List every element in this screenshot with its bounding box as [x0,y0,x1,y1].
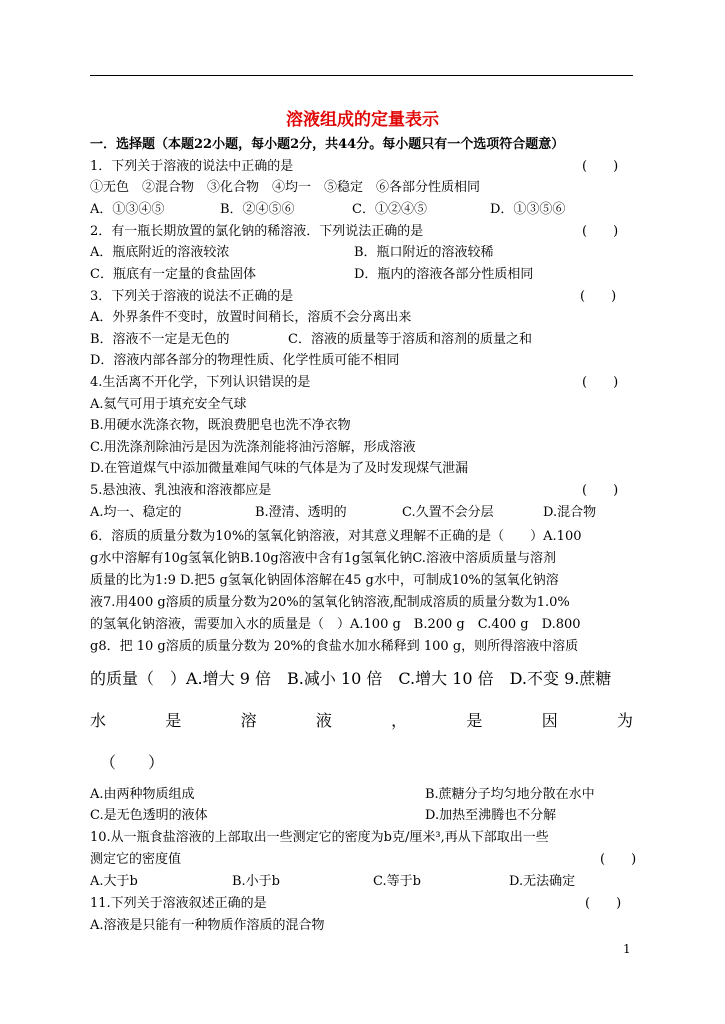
q9-char: 是 [165,711,182,730]
answer-paren-q3: ( ) [580,289,617,304]
question-1: 1．下列关于溶液的说法中正确的是 [90,159,294,174]
q11-option-a: A.溶液是只能有一种物质作溶质的混合物 [90,918,325,933]
question-10-line-2: 测定它的密度值 [90,852,182,867]
question-1-items: ①无色 ②混合物 ③化合物 ④均一 ⑤稳定 ⑥各部分性质相同 [90,180,481,195]
question-2: 2．有一瓶长期放置的氯化钠的稀溶液．下列说法正确的是 [90,224,424,239]
q1-option-a: A．①③④⑤ [90,202,165,217]
q10-option-c: C.等于b [373,874,421,889]
q3-option-b: B．溶液不一定是无色的 [90,332,230,347]
question-10-line-1: 10.从一瓶食盐溶液的上部取出一些测定它的密度为b克/厘米³,再从下部取出一些 [90,830,549,845]
section-heading: 一．选择题（本题22小题，每小题2分，共44分。每小题只有一个选项符合题意） [90,137,565,152]
question-6-line-3: 质量的比为1:9 D.把5 g氢氧化钠固体溶解在45 g水中，可制成10%的氢氧化钠溶 [90,573,559,588]
answer-paren-q10: ( ) [600,852,637,867]
q3-option-c: C．溶液的质量等于溶质和溶剂的质量之和 [288,332,532,347]
q5-option-c: C.久置不会分层 [402,505,494,520]
q10-option-d: D.无法确定 [509,874,576,889]
answer-paren-q11: ( ) [585,896,622,911]
q1-option-d: D．①③⑤⑥ [490,202,566,217]
q5-option-b: B.澄清、透明的 [255,505,347,520]
q10-option-b: B.小于b [232,874,281,889]
q9-option-a: A.由两种物质组成 [90,787,195,802]
answer-paren-q2: ( ) [582,224,619,239]
q9-char: 是 [466,711,483,730]
question-8-line-1: g8．把 10 g溶质的质量分数为 20%的食盐水加水稀释到 100 g，则所得溶液中溶质 [90,639,579,654]
q2-option-c: C．瓶底有一定量的食盐固体 [90,267,256,282]
q1-option-b: B．②④⑤⑥ [220,202,295,217]
question-7-line-2: 的氢氧化钠溶液，需要加入水的质量是（ ）A.100 g B.200 g C.400 g D.800 [90,617,581,632]
q2-option-a: A．瓶底附近的溶液较浓 [90,245,230,260]
page-number: 1 [623,942,631,956]
q10-option-a: A.大于b [90,874,138,889]
q4-option-d: D.在管道煤气中添加微量难闻气味的气体是为了及时发现煤气泄漏 [90,461,469,476]
header-rule [90,75,633,76]
q2-option-b: B．瓶口附近的溶液较稀 [354,245,494,260]
question-5: 5.悬浊液、乳浊液和溶液都应是 [90,483,272,498]
q2-option-d: D．瓶内的溶液各部分性质相同 [354,267,534,282]
q9-option-b: B.蔗糖分子均匀地分散在水中 [425,787,595,802]
q9-char: ， [391,711,408,730]
question-4: 4.生活离不开化学，下列认识错误的是 [90,375,311,390]
q3-option-a: A．外界条件不变时，放置时间稍长，溶质不会分离出来 [90,310,412,325]
answer-paren-q5: ( ) [582,483,619,498]
question-8-line-2: 的质量（ ）A.增大 9 倍 B.减小 10 倍 C.增大 10 倍 D.不变 9.蔗糖 [90,669,612,688]
question-3: 3．下列关于溶液的说法不正确的是 [90,289,294,304]
q9-char: 水 [90,711,107,730]
q4-option-b: B.用硬水洗涤衣物，既浪费肥皂也洗不净衣物 [90,418,351,433]
q9-char: 溶 [240,711,257,730]
question-6-line-1: 6．溶质的质量分数为10%的氢氧化钠溶液，对其意义理解不正确的是（ ）A.100 [90,529,582,544]
q9-char: 因 [541,711,558,730]
q9-char: 为 [616,711,633,730]
question-11: 11.下列关于溶液叙述正确的是 [90,896,267,911]
q4-option-a: A.氦气可用于填充安全气球 [90,397,247,412]
answer-paren-q4: ( ) [582,375,619,390]
q4-option-c: C.用洗涤剂除油污是因为洗涤剂能将油污溶解，形成溶液 [90,440,416,455]
page-title: 溶液组成的定量表示 [286,110,439,130]
question-7-line-1: 液7.用400 g溶质的质量分数为20%的氢氧化钠溶液,配制成溶质的质量分数为1.0% [90,595,570,610]
q9-option-d: D.加热至沸腾也不分解 [425,808,557,823]
question-6-line-2: g水中溶解有10g氢氧化钠B.10g溶液中含有1g氢氧化钠C.溶液中溶质质量与溶剂 [90,551,556,566]
answer-paren-q9: （ ） [100,753,165,772]
q9-char: 液 [315,711,332,730]
q5-option-d: D.混合物 [543,505,597,520]
q3-option-d: D．溶液内部各部分的物理性质、化学性质可能不相同 [90,353,400,368]
q9-option-c: C.是无色透明的液体 [90,808,208,823]
answer-paren-q1: ( ) [582,159,619,174]
question-9-spread-line [90,711,633,731]
q1-option-c: C．①②④⑤ [352,202,427,217]
q5-option-a: A.均一、稳定的 [90,505,182,520]
